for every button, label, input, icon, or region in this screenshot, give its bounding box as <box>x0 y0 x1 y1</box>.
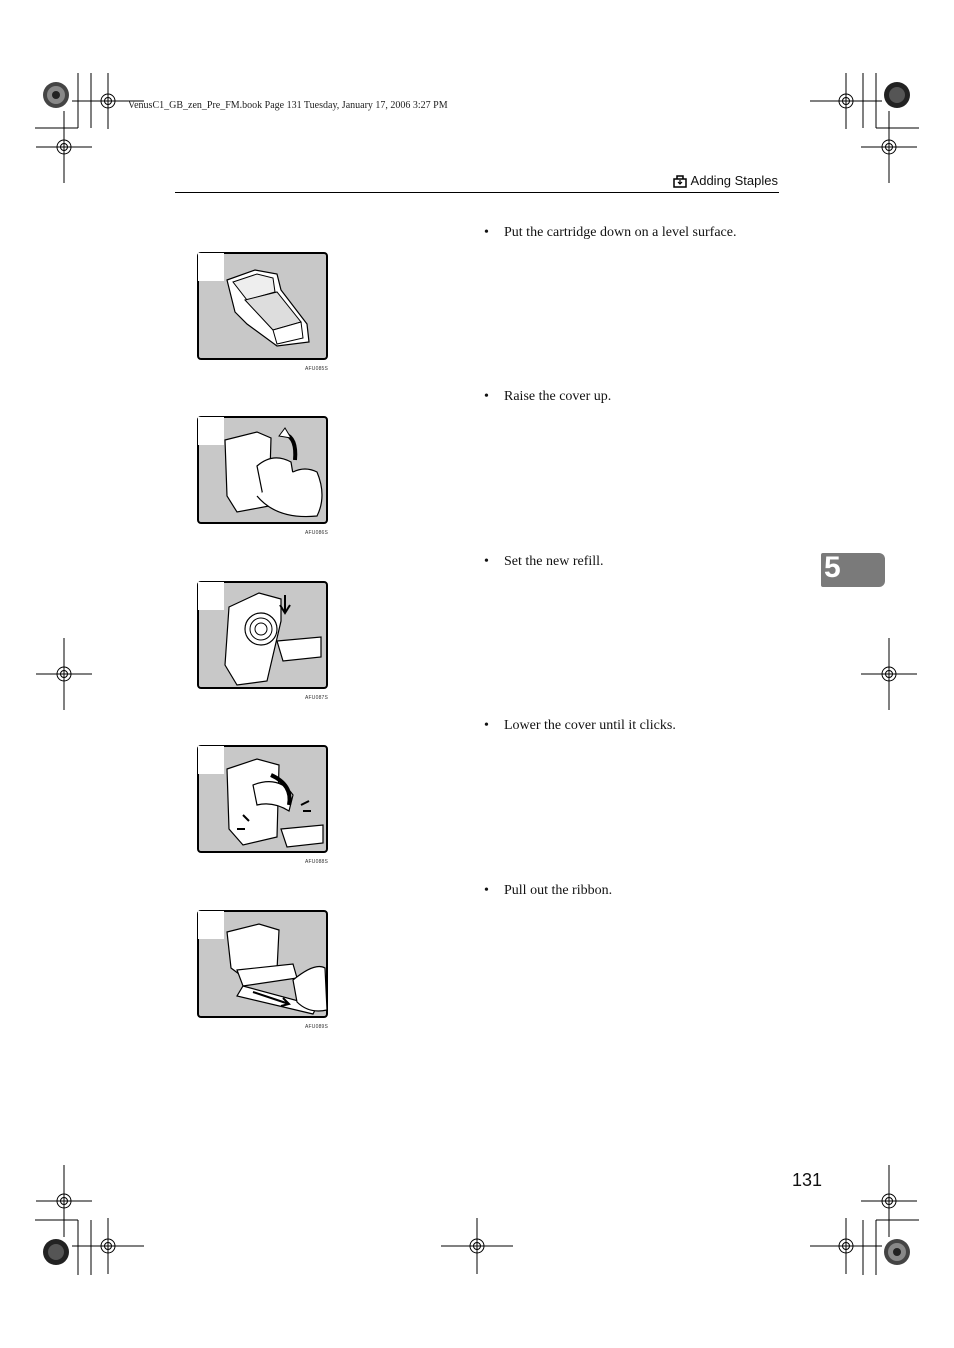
step-instruction <box>484 717 676 735</box>
section-title: Adding Staples <box>690 173 778 188</box>
step-number: 5 <box>203 416 217 443</box>
instruction-text: Put the cartridge down on a level surface. <box>504 225 737 240</box>
figure-code: AFU085S <box>305 366 329 372</box>
instruction-text: Pull out the ribbon. <box>504 883 613 898</box>
bullet-point: • <box>484 554 489 569</box>
instruction-text: Set the new refill. <box>504 554 604 569</box>
bullet-point: • <box>484 225 489 240</box>
step-instruction <box>484 553 604 571</box>
step-instruction <box>484 882 612 900</box>
bullet-point: • <box>484 883 489 898</box>
step-figure <box>197 910 328 1018</box>
instruction-text: Raise the cover up. <box>504 389 612 404</box>
step-figure <box>197 416 328 524</box>
staple-icon <box>673 174 687 188</box>
figure-code: AFU086S <box>305 530 329 536</box>
figure-code: AFU087S <box>305 695 329 701</box>
chapter-tab <box>821 553 885 587</box>
page-number: 131 <box>792 1170 823 1190</box>
step-figure <box>197 581 328 689</box>
step-number: 6 <box>203 581 217 608</box>
instruction-text: Lower the cover until it clicks. <box>504 718 676 733</box>
step-instruction <box>484 224 736 242</box>
step-figure <box>197 745 328 853</box>
running-header <box>673 173 778 188</box>
figure-code: AFU088S <box>305 859 329 865</box>
step-instruction <box>484 388 611 406</box>
print-slug: VenusC1_GB_zen_Pre_FM.book Page 131 Tuesday, January 17, 2006 3:27 PM <box>128 100 448 111</box>
chapter-number: 5 <box>824 551 841 584</box>
step-number: 8 <box>203 910 217 937</box>
header-rule <box>175 192 779 193</box>
figure-code: AFU089S <box>305 1024 329 1030</box>
step-number: 7 <box>203 745 217 772</box>
step-number: 4 <box>203 252 217 279</box>
bullet-point: • <box>484 389 489 404</box>
bullet-point: • <box>484 718 489 733</box>
step-figure <box>197 252 328 360</box>
